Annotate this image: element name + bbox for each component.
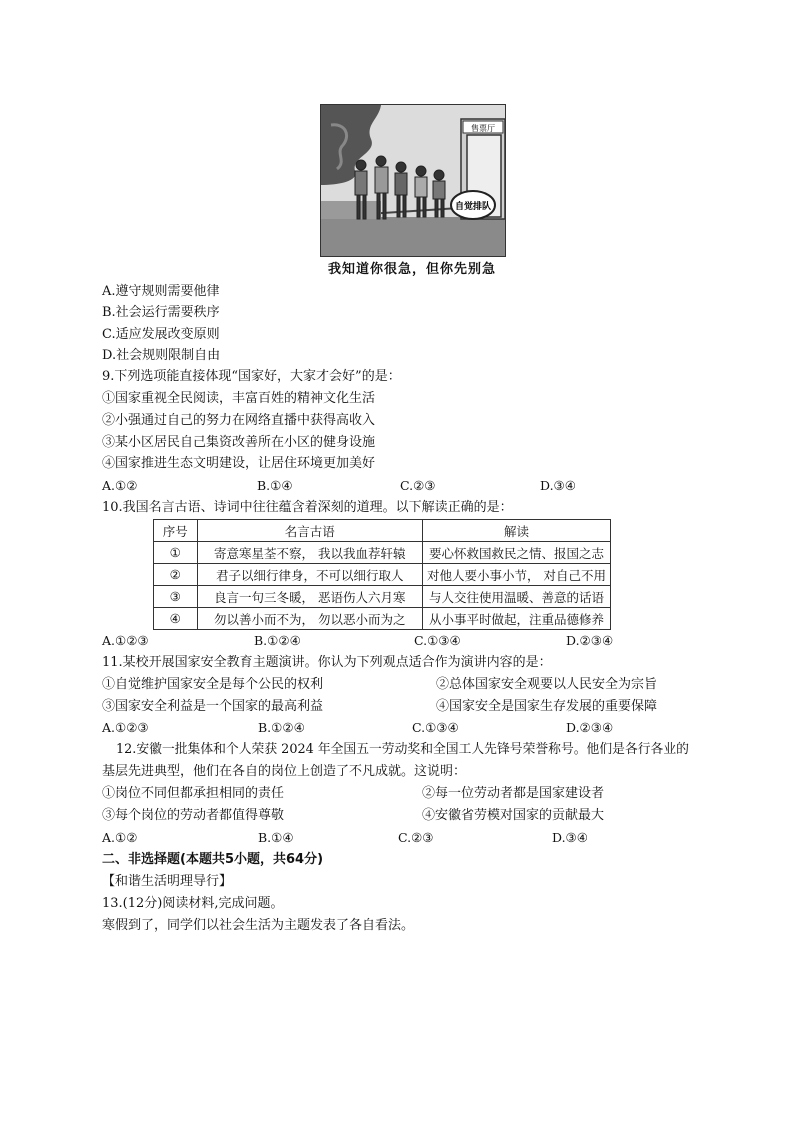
q10-option-b: B.①②④ <box>254 633 301 648</box>
q12-item-3: ③每个岗位的劳动者都值得尊敬 <box>102 808 285 823</box>
header-interpretation: 解读 <box>423 520 611 542</box>
q9-option-d: D.③④ <box>540 478 576 493</box>
q11-item-1: ①自觉维护国家安全是每个公民的权利 <box>102 677 324 692</box>
table-row <box>154 586 611 608</box>
q10-option-c: C.①③④ <box>414 633 461 648</box>
row-interpretation: 从小事平时做起，注重品德修养 <box>423 608 611 630</box>
row-quote: 勿以善小而不为， 勿以恶小而为之 <box>197 608 422 630</box>
q11-option-b: B.①②④ <box>258 720 305 735</box>
section-subheading: 【和谐生活明理导行】 <box>102 874 233 889</box>
table-row <box>154 564 611 586</box>
q13-stem: 13.(12分)阅读材料,完成问题。 <box>102 896 284 911</box>
table-header-row <box>154 520 611 542</box>
q12-stem-line1: 12.安徽一批集体和个人荣获 2024 年全国五一劳动奖和全国工人先锋号荣誉称号。他们是各行各业的 <box>116 742 689 757</box>
q8-option-c: C.适应发展改变原则 <box>102 327 220 342</box>
q9-option-a: A.①② <box>102 478 138 493</box>
table-row <box>154 542 611 564</box>
q10-options <box>102 632 642 650</box>
row-index: ① <box>154 542 198 564</box>
table-row <box>154 608 611 630</box>
q12-options <box>102 829 622 847</box>
header-quote: 名言古语 <box>197 520 422 542</box>
q11-option-c: C.①③④ <box>412 720 459 735</box>
q10-option-d: D.②③④ <box>566 633 614 648</box>
queue-badge-text: 自觉排队 <box>454 202 492 212</box>
q12-option-d: D.③④ <box>552 830 588 845</box>
q12-item-1: ①岗位不同但都承担相同的责任 <box>102 786 285 801</box>
q8-option-d: D.社会规则限制自由 <box>102 348 221 363</box>
q11-options <box>102 719 642 737</box>
q12-option-c: C.②③ <box>398 830 434 845</box>
q9-item-1: ①国家重视全民阅读，丰富百姓的精神文化生活 <box>102 391 376 406</box>
q12-option-b: B.①④ <box>258 830 294 845</box>
ticket-hall-sign: 售票厅 <box>471 124 495 133</box>
q10-stem: 10.我国名言古语、诗词中往往蕴含着深刻的道理。以下解读正确的是： <box>102 500 513 515</box>
q9-item-2: ②小强通过自己的努力在网络直播中获得高收入 <box>102 413 376 428</box>
queue-cartoon-image <box>320 104 506 257</box>
row-quote: 寄意寒星荃不察， 我以我血荐轩辕 <box>197 542 422 564</box>
q8-option-b: B.社会运行需要秩序 <box>102 305 220 320</box>
row-quote: 君子以细行律身，不可以细行取人 <box>197 564 422 586</box>
q10-table <box>153 519 611 630</box>
section-heading: 二、非选择题(本题共5小题，共64分) <box>102 852 324 867</box>
cartoon-drawing <box>321 105 505 256</box>
q9-option-b: B.①④ <box>257 478 293 493</box>
q12-item-4: ④安徽省劳模对国家的贡献最大 <box>422 808 605 823</box>
row-index: ③ <box>154 586 198 608</box>
cartoon-caption: 我知道你很急，但你先别急 <box>327 262 496 277</box>
q9-options <box>102 477 602 495</box>
q11-item-2: ②总体国家安全观要以人民安全为宗旨 <box>436 677 658 692</box>
q11-option-a: A.①②③ <box>102 720 149 735</box>
row-interpretation: 与人交往使用温暖、善意的话语 <box>423 586 611 608</box>
q12-stem-line2: 基层先进典型，他们在各自的岗位上创造了不凡成就。这说明： <box>102 764 467 779</box>
row-quote: 良言一句三冬暖， 恶语伤人六月寒 <box>197 586 422 608</box>
row-interpretation: 要心怀救国救民之情、报国之志 <box>423 542 611 564</box>
q12-option-a: A.①② <box>102 830 138 845</box>
q11-item-3: ③国家安全利益是一个国家的最高利益 <box>102 699 324 714</box>
row-interpretation: 对他人要小事小节， 对自己不用 <box>423 564 611 586</box>
q8-option-a: A.遵守规则需要他律 <box>102 284 220 299</box>
row-index: ④ <box>154 608 198 630</box>
q9-item-4: ④国家推进生态文明建设，让居住环境更加美好 <box>102 456 376 471</box>
q11-item-4: ④国家安全是国家生存发展的重要保障 <box>436 699 658 714</box>
q9-stem: 9.下列选项能直接体现“国家好，大家才会好”的是： <box>102 369 401 384</box>
q9-item-3: ③某小区居民自己集资改善所在小区的健身设施 <box>102 435 376 450</box>
q13-intro: 寒假到了，同学们以社会生活为主题发表了各自看法。 <box>102 918 415 933</box>
q9-option-c: C.②③ <box>400 478 436 493</box>
q12-item-2: ②每一位劳动者都是国家建设者 <box>422 786 605 801</box>
q11-option-d: D.②③④ <box>566 720 614 735</box>
q10-option-a: A.①②③ <box>102 633 149 648</box>
header-index: 序号 <box>154 520 198 542</box>
row-index: ② <box>154 564 198 586</box>
q11-stem: 11.某校开展国家安全教育主题演讲。你认为下列观点适合作为演讲内容的是： <box>102 655 552 670</box>
